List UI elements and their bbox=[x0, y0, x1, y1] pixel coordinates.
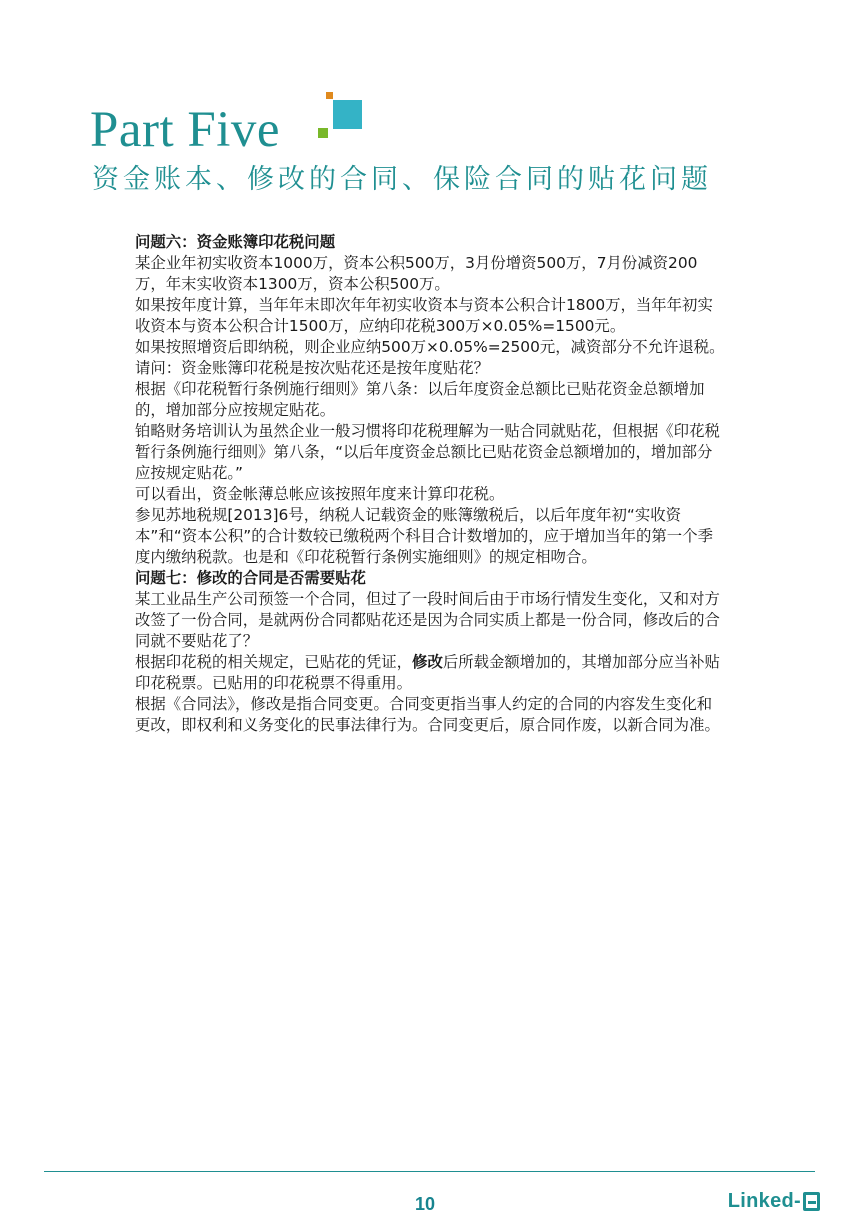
question-six-paragraph-2: 如果按年度计算，当年年末即次年年初实收资本与资本公积合计1800万，当年年初实收资本与资本公积合计1500万，应纳印花税300万×0.05%=1500元。 bbox=[135, 296, 713, 335]
question-seven-paragraph-3: 根据《合同法》，修改是指合同变更。合同变更指当事人约定的合同的内容发生变化和更改，即权利和义务变化的民事法律行为。合同变更后，原合同作废，以新合同为准。 bbox=[135, 695, 720, 734]
brand-logo bbox=[728, 1190, 820, 1213]
decoration-square-green bbox=[318, 128, 328, 138]
question-seven-paragraph-2 bbox=[135, 652, 725, 694]
logo-f-icon bbox=[803, 1192, 820, 1211]
question-six-paragraph-4: 请问：资金账簿印花税是按次贴花还是按年度贴花？ bbox=[135, 359, 489, 377]
page-content bbox=[135, 232, 725, 736]
bold-keyword: 修改 bbox=[412, 653, 443, 671]
question-six-paragraph-5: 根据《印花税暂行条例施行细则》第八条：以后年度资金总额比已贴花资金总额增加的，增加部分应按规定贴花。 bbox=[135, 380, 705, 419]
decoration-square-blue bbox=[333, 100, 362, 129]
footer-divider bbox=[44, 1171, 815, 1172]
question-six-paragraph-8: 参见苏地税规[2013]6号，纳税人记载资金的账簿缴税后，以后年度年初“实收资本”和“资本公积”的合计数较已缴税两个科目合计数增加的，应于增加当年的第一个季度内缴纳税款。也是和《印花税暂行条例实施细则》的规定相吻合。 bbox=[135, 506, 713, 566]
question-six-heading: 问题六：资金账簿印花税问题 bbox=[135, 233, 336, 251]
paragraph-text: 后所载金额增加的，其增加部分应当补贴印花税票。已贴用的印花税票不得重用。 bbox=[135, 653, 720, 692]
question-six-paragraph-3: 如果按照增资后即纳税，则企业应纳500万×0.05%=2500元，减资部分不允许退税。 bbox=[135, 338, 725, 356]
question-seven-heading: 问题七：修改的合同是否需要贴花 bbox=[135, 569, 366, 587]
part-title: Part Five bbox=[90, 102, 281, 158]
question-six-paragraph-6: 铂略财务培训认为虽然企业一般习惯将印花税理解为一贴合同就贴花，但根据《印花税暂行条例施行细则》第八条，“以后年度资金总额比已贴花资金总额增加的，增加部分应按规定贴花。” bbox=[135, 422, 720, 482]
section-subtitle: 资金账本、修改的合同、保险合同的贴花问题 bbox=[92, 164, 712, 195]
decoration-square-orange bbox=[326, 92, 333, 99]
question-six-paragraph-1: 某企业年初实收资本1000万，资本公积500万，3月份增资500万，7月份减资200万，年末实收资本1300万，资本公积500万。 bbox=[135, 254, 698, 293]
question-six-paragraph-7: 可以看出，资金帐薄总帐应该按照年度来计算印花税。 bbox=[135, 485, 505, 503]
question-seven-paragraph-1: 某工业品生产公司预签一个合同，但过了一段时间后由于市场行情发生变化，又和对方改签了一份合同，是就两份合同都贴花还是因为合同实质上都是一份合同，修改后的合同就不要贴花了？ bbox=[135, 590, 720, 650]
logo-text: Linked- bbox=[727, 1190, 801, 1212]
paragraph-text: 根据印花税的相关规定，已贴花的凭证， bbox=[135, 653, 413, 671]
page-number: 10 bbox=[414, 1194, 436, 1214]
